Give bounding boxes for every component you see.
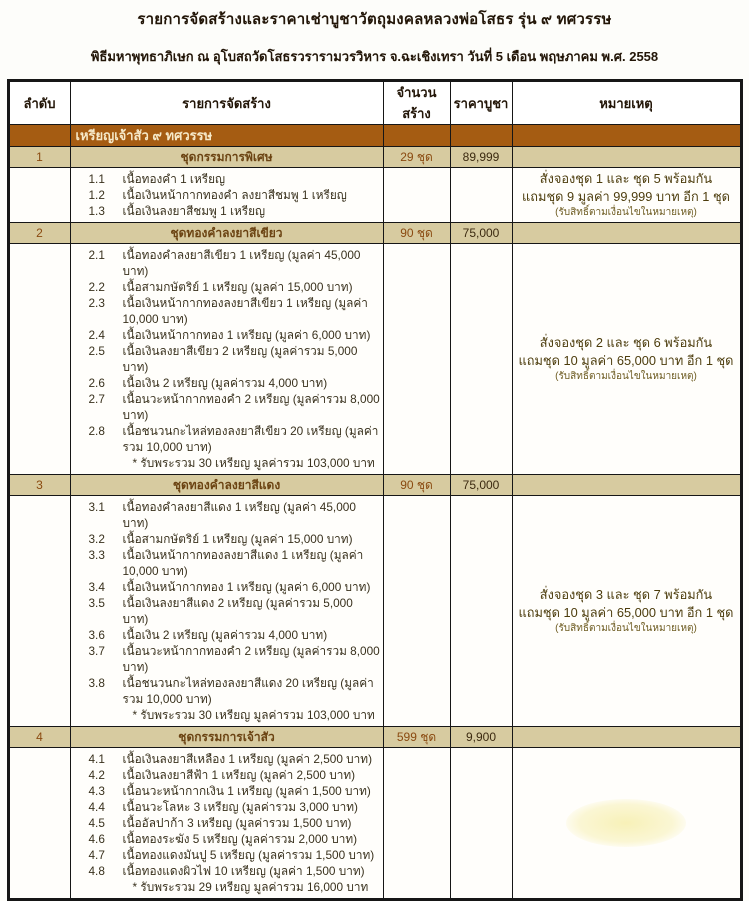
- item-no: 4.2: [88, 768, 105, 782]
- item-no: 3.7: [88, 644, 105, 658]
- item-text: เนื้อเงินหน้ากากทอง 1 เหรียญ (มูลค่า 6,000 บาท): [122, 580, 371, 594]
- table-header-row: [8, 81, 741, 125]
- items-cell: [70, 244, 383, 475]
- item-line: [89, 815, 381, 831]
- item-text: เนื้อเงินหน้ากากทอง 1 เหรียญ (มูลค่า 6,000 บาท): [122, 328, 371, 342]
- group-header-row: [8, 125, 741, 147]
- items-row: [8, 496, 741, 727]
- price-cell: 75,000: [450, 223, 512, 244]
- item-no: 2.2: [88, 280, 105, 294]
- order-cell-empty: [8, 168, 70, 223]
- item-no: 3.4: [88, 580, 105, 594]
- item-line: [89, 171, 381, 187]
- section-name: ชุดกรรมการเจ้าสัว: [70, 727, 383, 748]
- item-no: 2.5: [88, 344, 105, 358]
- item-no: 4.3: [88, 784, 105, 798]
- item-no: 1.1: [88, 172, 105, 186]
- quantity-cell-empty: [383, 168, 450, 223]
- erased-watermark-smudge: [566, 799, 686, 847]
- section-order: 4: [8, 727, 70, 748]
- item-line: [89, 499, 381, 531]
- header-item: รายการจัดสร้าง: [70, 81, 383, 125]
- price-cell-empty: [450, 748, 512, 900]
- section-remark-cell: [512, 727, 741, 748]
- item-no: 2.7: [88, 392, 105, 406]
- item-line: [89, 751, 381, 767]
- section-name: ชุดกรรมการพิเศษ: [70, 147, 383, 168]
- remark-cell: [512, 244, 741, 475]
- quantity-cell: 90 ชุด: [383, 223, 450, 244]
- item-line: [89, 547, 381, 579]
- item-line: [89, 247, 381, 279]
- items-cell: [70, 496, 383, 727]
- item-no: 1.2: [88, 188, 105, 202]
- price-cell: 9,900: [450, 727, 512, 748]
- item-text: เนื้อสามกษัตริย์ 1 เหรียญ (มูลค่า 15,000 บาท): [122, 532, 353, 546]
- quantity-cell-empty: [383, 748, 450, 900]
- item-no: 4.5: [88, 816, 105, 830]
- item-no: 4.7: [88, 848, 105, 862]
- item-line: [89, 675, 381, 707]
- item-no: 3.6: [88, 628, 105, 642]
- item-line: [89, 295, 381, 327]
- item-text: เนื้อนวะหน้ากากทองคำ 2 เหรียญ (มูลค่ารวม 8,000 บาท): [122, 644, 380, 674]
- item-no: 2.1: [88, 248, 105, 262]
- remark-line: สั่งจองชุด 2 และ ชุด 6 พร้อมกัน: [539, 335, 713, 350]
- item-text: เนื้อนวะหน้ากากเงิน 1 เหรียญ (มูลค่า 1,500 บาท): [122, 784, 371, 798]
- item-line: [89, 423, 381, 455]
- item-no: 4.6: [88, 832, 105, 846]
- order-cell-empty: [8, 244, 70, 475]
- section-footnote: * รับพระรวม 29 เหรียญ มูลค่ารวม 16,000 บาท: [132, 880, 369, 894]
- header-quantity: จำนวนสร้าง: [383, 81, 450, 125]
- item-text: เนื้อเงินลงยาสีแดง 2 เหรียญ (มูลค่ารวม 5,000 บาท): [122, 596, 353, 626]
- item-line: [89, 783, 381, 799]
- item-text: เนื้อเงินลงยาสีเขียว 2 เหรียญ (มูลค่ารวม 5,000 บาท): [122, 344, 358, 374]
- item-text: เนื้ออัลปาก้า 3 เหรียญ (มูลค่ารวม 1,500 บาท): [122, 816, 352, 830]
- item-line: [89, 643, 381, 675]
- items-row: [8, 244, 741, 475]
- section-order: 2: [8, 223, 70, 244]
- item-line: [89, 627, 381, 643]
- remark-cell: [512, 168, 741, 223]
- quantity-cell-empty: [383, 496, 450, 727]
- item-text: เนื้อสามกษัตริย์ 1 เหรียญ (มูลค่า 15,000 บาท): [122, 280, 353, 294]
- item-line: [89, 847, 381, 863]
- remark-subline: (รับสิทธิ์ตามเงื่อนไขในหมายเหตุ): [555, 207, 697, 218]
- group-order-cell: [8, 125, 70, 147]
- item-text: เนื้อทองแดงผิวไฟ 10 เหรียญ (มูลค่า 1,500 บาท): [122, 864, 365, 878]
- price-table: [7, 79, 743, 901]
- item-line: [89, 375, 381, 391]
- price-cell-empty: [450, 244, 512, 475]
- quantity-cell: 90 ชุด: [383, 475, 450, 496]
- item-line: [89, 595, 381, 627]
- item-no: 3.8: [88, 676, 105, 690]
- item-text: เนื้อทองแดงมันปู 5 เหรียญ (มูลค่ารวม 1,500 บาท): [122, 848, 375, 862]
- remark-line: สั่งจองชุด 1 และ ชุด 5 พร้อมกัน: [539, 171, 713, 186]
- section-remark-cell: [512, 147, 741, 168]
- page-subtitle: พิธีมหาพุทธาภิเษก ณ อุโบสถวัดโสธรวรารามวรวิหาร จ.ฉะเชิงเทรา วันที่ 5 เดือน พฤษภาคม พ.ศ. 2558: [90, 49, 659, 64]
- item-no: 3.1: [88, 500, 105, 514]
- header-remark: หมายเหตุ: [512, 81, 741, 125]
- item-text: เนื้อนวะโลหะ 3 เหรียญ (มูลค่ารวม 3,000 บาท): [122, 800, 358, 814]
- quantity-cell: 599 ชุด: [383, 727, 450, 748]
- item-line: [89, 203, 381, 219]
- item-no: 4.8: [88, 864, 105, 878]
- group-price-cell: [450, 125, 512, 147]
- quantity-cell: 29 ชุด: [383, 147, 450, 168]
- price-cell-empty: [450, 168, 512, 223]
- item-text: เนื้อเงินหน้ากากทองลงยาสีแดง 1 เหรียญ (มูลค่า 10,000 บาท): [122, 548, 364, 578]
- order-cell-empty: [8, 748, 70, 900]
- remark-line: แถมชุด 9 มูลค่า 99,999 บาท อีก 1 ชุด: [522, 189, 730, 204]
- section-row: [8, 475, 741, 496]
- item-text: เนื้อเงิน 2 เหรียญ (มูลค่ารวม 4,000 บาท): [122, 628, 328, 642]
- item-no: 4.1: [88, 752, 105, 766]
- item-line: [89, 579, 381, 595]
- item-no: 2.8: [88, 424, 105, 438]
- group-quantity-cell: [383, 125, 450, 147]
- remark-line: สั่งจองชุด 3 และ ชุด 7 พร้อมกัน: [539, 587, 713, 602]
- item-line: [89, 863, 381, 879]
- item-text: เนื้อเงินหน้ากากทองลงยาสีเขียว 1 เหรียญ (มูลค่า 10,000 บาท): [122, 296, 368, 326]
- remark-cell-empty: [512, 748, 741, 900]
- item-no: 2.3: [88, 296, 105, 310]
- item-line: [89, 799, 381, 815]
- price-cell-empty: [450, 496, 512, 727]
- header-price: ราคาบูชา: [450, 81, 512, 125]
- items-cell: [70, 748, 383, 900]
- item-text: เนื้อเงินหน้ากากทองคำ ลงยาสีชมพู 1 เหรียญ: [122, 188, 347, 202]
- item-line: [89, 343, 381, 375]
- remark-line: แถมชุด 10 มูลค่า 65,000 บาท อีก 1 ชุด: [518, 353, 734, 368]
- item-no: 2.4: [88, 328, 105, 342]
- item-text: เนื้อทองคำลงยาสีแดง 1 เหรียญ (มูลค่า 45,000 บาท): [122, 500, 356, 530]
- section-row: [8, 727, 741, 748]
- item-no: 3.3: [88, 548, 105, 562]
- item-line: [89, 531, 381, 547]
- item-text: เนื้อเงินลงยาสีชมพู 1 เหรียญ: [122, 204, 266, 218]
- item-text: เนื้อชนวนกะไหล่ทองลงยาสีเขียว 20 เหรียญ (มูลค่ารวม 10,000 บาท): [122, 424, 379, 454]
- item-text: เนื้อทองคำ 1 เหรียญ: [122, 172, 226, 186]
- group-remark-cell: [512, 125, 741, 147]
- item-line: [89, 327, 381, 343]
- quantity-cell-empty: [383, 244, 450, 475]
- section-order: 3: [8, 475, 70, 496]
- section-footnote: * รับพระรวม 30 เหรียญ มูลค่ารวม 103,000 บาท: [132, 456, 375, 470]
- section-name: ชุดทองคำลงยาสีเขียว: [70, 223, 383, 244]
- item-text: เนื้อเงินลงยาสีฟ้า 1 เหรียญ (มูลค่า 2,500 บาท): [122, 768, 356, 782]
- items-cell: [70, 168, 383, 223]
- item-line: [89, 767, 381, 783]
- item-no: 3.5: [88, 596, 105, 610]
- items-row: [8, 748, 741, 900]
- group-title: เหรียญเจ้าสัว ๙ ทศวรรษ: [70, 125, 383, 147]
- remark-cell: [512, 496, 741, 727]
- item-text: เนื้อนวะหน้ากากทองคำ 2 เหรียญ (มูลค่ารวม 8,000 บาท): [122, 392, 380, 422]
- item-text: เนื้อทองระฆัง 5 เหรียญ (มูลค่ารวม 2,000 บาท): [122, 832, 358, 846]
- item-text: เนื้อทองคำลงยาสีเขียว 1 เหรียญ (มูลค่า 45,000 บาท): [122, 248, 361, 278]
- item-no: 4.4: [88, 800, 105, 814]
- item-text: เนื้อเงินลงยาสีเหลือง 1 เหรียญ (มูลค่า 2,500 บาท): [122, 752, 372, 766]
- price-cell: 89,999: [450, 147, 512, 168]
- section-footnote: * รับพระรวม 30 เหรียญ มูลค่ารวม 103,000 บาท: [132, 708, 375, 722]
- item-no: 2.6: [88, 376, 105, 390]
- item-text: เนื้อชนวนกะไหล่ทองลงยาสีแดง 20 เหรียญ (มูลค่ารวม 10,000 บาท): [122, 676, 374, 706]
- item-no: 3.2: [88, 532, 105, 546]
- remark-line: แถมชุด 10 มูลค่า 65,000 บาท อีก 1 ชุด: [518, 605, 734, 620]
- section-remark-cell: [512, 475, 741, 496]
- page-title: รายการจัดสร้างและราคาเช่าบูชาวัตถุมงคลหลวงพ่อโสธร รุ่น ๙ ทศวรรษ: [137, 11, 612, 28]
- items-row: [8, 168, 741, 223]
- remark-subline: (รับสิทธิ์ตามเงื่อนไขในหมายเหตุ): [555, 371, 697, 382]
- item-no: 1.3: [88, 204, 105, 218]
- section-row: [8, 147, 741, 168]
- header-order: ลำดับ: [8, 81, 70, 125]
- price-cell: 75,000: [450, 475, 512, 496]
- section-remark-cell: [512, 223, 741, 244]
- item-text: เนื้อเงิน 2 เหรียญ (มูลค่ารวม 4,000 บาท): [122, 376, 328, 390]
- item-line: [89, 187, 381, 203]
- section-row: [8, 223, 741, 244]
- remark-subline: (รับสิทธิ์ตามเงื่อนไขในหมายเหตุ): [555, 623, 697, 634]
- item-line: [89, 831, 381, 847]
- item-line: [89, 279, 381, 295]
- order-cell-empty: [8, 496, 70, 727]
- item-line: [89, 391, 381, 423]
- section-order: 1: [8, 147, 70, 168]
- section-name: ชุดทองคำลงยาสีแดง: [70, 475, 383, 496]
